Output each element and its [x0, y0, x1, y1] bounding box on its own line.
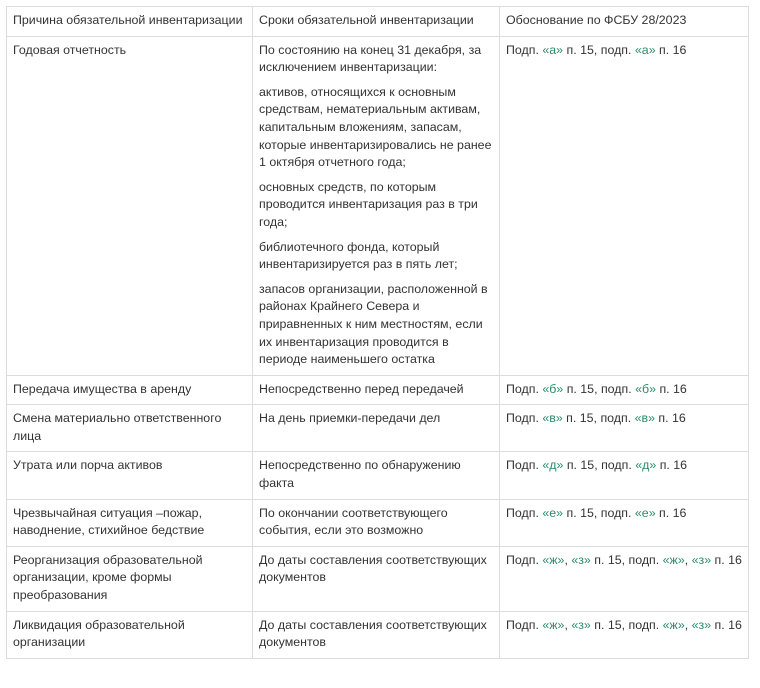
basis-text: , — [684, 552, 692, 567]
cell-timing — [253, 452, 500, 499]
cell-basis — [500, 452, 749, 499]
basis-text: п. 15, подп. — [562, 411, 635, 426]
basis-text: Подп. — [506, 458, 543, 473]
basis-text: п. 16 — [655, 42, 687, 57]
cell-reason: Годовая отчетность — [7, 36, 253, 375]
timing-paragraph: До даты составления соответствующих документов — [259, 617, 487, 650]
subclause-link[interactable]: «б» — [635, 381, 656, 396]
cell-basis — [500, 375, 749, 405]
cell-basis — [500, 36, 749, 375]
timing-paragraph: основных средств, по которым проводится инвентаризация раз в три года; — [259, 179, 478, 229]
timing-paragraph: До даты составления соответствующих документов — [259, 552, 487, 585]
timing-paragraph: Непосредственно перед передачей — [259, 381, 464, 396]
cell-timing — [253, 499, 500, 546]
subclause-link[interactable]: «е» — [634, 505, 656, 520]
table-body — [7, 36, 749, 658]
subclause-link[interactable]: «а» — [542, 42, 564, 57]
basis-text: п. 15, подп. — [590, 617, 663, 632]
subclause-link[interactable]: «ж» — [542, 552, 565, 567]
subclause-link[interactable]: «е» — [542, 505, 564, 520]
basis-text: , — [564, 617, 572, 632]
table-row — [7, 375, 749, 405]
subclause-link[interactable]: «ж» — [662, 552, 685, 567]
cell-basis — [500, 546, 749, 611]
basis-text: п. 16 — [711, 552, 742, 567]
timing-paragraph: На день приемки-передачи дел — [259, 411, 441, 426]
subclause-link[interactable]: «ж» — [542, 617, 565, 632]
table-row — [7, 499, 749, 546]
timing-paragraph: библиотечного фонда, который инвентаризируется раз в пять лет; — [259, 239, 458, 272]
table-row — [7, 546, 749, 611]
table-row — [7, 452, 749, 499]
table-row — [7, 36, 749, 375]
basis-text: п. 15, подп. — [563, 505, 635, 520]
timing-paragraph: По состоянию на конец 31 декабря, за исключением инвентаризации: — [259, 42, 482, 75]
subclause-link[interactable]: «з» — [691, 552, 712, 567]
table-row — [7, 611, 749, 658]
cell-basis — [500, 405, 749, 452]
subclause-link[interactable]: «а» — [634, 42, 656, 57]
cell-reason: Чрезвычайная ситуация –пожар, наводнение, стихийное бедствие — [7, 499, 253, 546]
timing-paragraph: активов, относящихся к основным средствам, нематериальным активам, капитальным вложениям, запасам, которые инвентаризировались не ранее 1 октября отчетного года; — [259, 84, 492, 170]
timing-paragraph: По окончании соответствующего события, если это возможно — [259, 505, 448, 538]
cell-timing — [253, 375, 500, 405]
basis-text: , — [684, 617, 692, 632]
cell-timing — [253, 405, 500, 452]
basis-text: п. 15, подп. — [563, 458, 636, 473]
basis-text: п. 15, подп. — [590, 552, 663, 567]
cell-reason: Ликвидация образовательной организации — [7, 611, 253, 658]
basis-text: п. 16 — [656, 458, 688, 473]
cell-reason: Реорганизация образовательной организации, кроме формы преобразования — [7, 546, 253, 611]
basis-text: п. 16 — [711, 617, 742, 632]
basis-text: п. 16 — [654, 411, 686, 426]
cell-timing — [253, 546, 500, 611]
cell-timing — [253, 611, 500, 658]
cell-reason: Утрата или порча активов — [7, 452, 253, 499]
header-basis: Обоснование по ФСБУ 28/2023 — [500, 7, 749, 37]
cell-timing — [253, 36, 500, 375]
subclause-link[interactable]: «з» — [691, 617, 712, 632]
basis-text: п. 16 — [656, 381, 687, 396]
subclause-link[interactable]: «з» — [571, 617, 591, 632]
subclause-link[interactable]: «д» — [542, 458, 564, 473]
subclause-link[interactable]: «ж» — [662, 617, 685, 632]
basis-text: Подп. — [506, 617, 543, 632]
basis-text: п. 16 — [655, 505, 687, 520]
basis-text: , — [564, 552, 572, 567]
basis-text: Подп. — [506, 505, 543, 520]
basis-text: Подп. — [506, 381, 543, 396]
cell-basis — [500, 611, 749, 658]
inventory-table — [6, 6, 749, 659]
subclause-link[interactable]: «б» — [542, 381, 564, 396]
basis-text: Подп. — [506, 552, 543, 567]
basis-text: Подп. — [506, 411, 543, 426]
header-row — [7, 7, 749, 37]
subclause-link[interactable]: «в» — [634, 411, 655, 426]
subclause-link[interactable]: «д» — [635, 458, 657, 473]
subclause-link[interactable]: «в» — [542, 411, 563, 426]
timing-paragraph: Непосредственно по обнаружению факта — [259, 458, 461, 491]
basis-text: Подп. — [506, 42, 543, 57]
cell-reason: Смена материально ответственного лица — [7, 405, 253, 452]
subclause-link[interactable]: «з» — [571, 552, 591, 567]
basis-text: п. 15, подп. — [563, 42, 635, 57]
cell-reason: Передача имущества в аренду — [7, 375, 253, 405]
table-row — [7, 405, 749, 452]
cell-basis — [500, 499, 749, 546]
header-timing: Сроки обязательной инвентаризации — [253, 7, 500, 37]
basis-text: п. 15, подп. — [563, 381, 636, 396]
header-reason: Причина обязательной инвентаризации — [7, 7, 253, 37]
timing-paragraph: запасов организации, расположенной в районах Крайнего Севера и приравненных к ним местностям, если их инвентаризация проводится в периоде наименьшего остатка — [259, 281, 488, 367]
